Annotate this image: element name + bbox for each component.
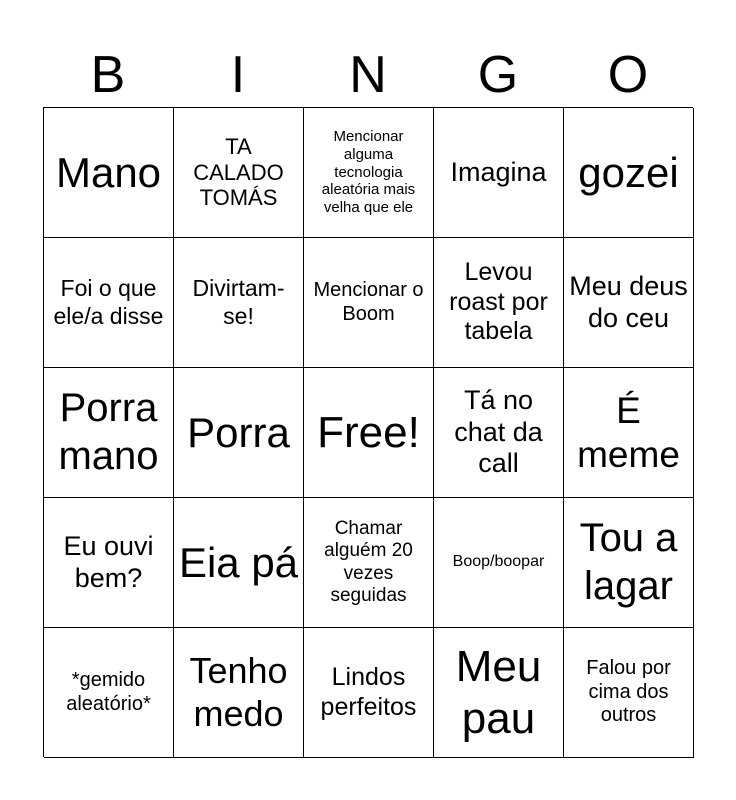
bingo-cell[interactable] xyxy=(304,498,434,628)
bingo-cell[interactable] xyxy=(304,238,434,368)
bingo-cell-text: Tou a lagar xyxy=(579,516,678,608)
bingo-cell[interactable] xyxy=(434,108,564,238)
header-letter-g: G xyxy=(477,46,519,104)
bingo-cell-text: Falou por cima dos outros xyxy=(586,657,671,727)
bingo-cell[interactable] xyxy=(44,628,174,758)
bingo-cell-text: Tenho medo xyxy=(189,650,288,734)
bingo-cell[interactable] xyxy=(174,368,304,498)
bingo-cell-text: *gemido aleatório* xyxy=(66,668,151,715)
bingo-header xyxy=(43,40,693,110)
bingo-cell-text: Divirtam-se! xyxy=(192,275,285,329)
bingo-cell[interactable] xyxy=(174,498,304,628)
bingo-cell-text: Meu pau xyxy=(455,641,542,743)
bingo-cell[interactable] xyxy=(564,628,694,758)
bingo-cell-text: Imagina xyxy=(450,156,547,187)
header-letter-i: I xyxy=(230,46,246,104)
bingo-cell[interactable] xyxy=(304,628,434,758)
bingo-cell-text: É meme xyxy=(577,389,680,475)
bingo-cell[interactable] xyxy=(174,628,304,758)
bingo-cell[interactable] xyxy=(44,108,174,238)
bingo-cell[interactable] xyxy=(304,368,434,498)
bingo-cell-text: Foi o que ele/a disse xyxy=(53,275,164,329)
header-letter-o: O xyxy=(607,46,649,104)
bingo-cell-text: gozei xyxy=(578,148,679,196)
bingo-cell[interactable] xyxy=(174,108,304,238)
bingo-cell-text: Free! xyxy=(317,407,420,457)
header-letter-n: N xyxy=(349,46,387,104)
bingo-cell-text: Eu ouvi bem? xyxy=(63,530,154,593)
bingo-cell-text: Tá no chat da call xyxy=(454,384,543,479)
bingo-cell-text: Chamar alguém 20 vezes seguidas xyxy=(324,517,413,606)
header-letter-b: B xyxy=(90,46,126,104)
bingo-cell[interactable] xyxy=(434,498,564,628)
bingo-cell-text: Mencionar o Boom xyxy=(313,278,424,325)
bingo-cell[interactable] xyxy=(434,238,564,368)
bingo-cell[interactable] xyxy=(564,238,694,368)
bingo-cell[interactable] xyxy=(304,108,434,238)
bingo-cell-text: Lindos perfeitos xyxy=(320,663,417,721)
bingo-cell[interactable] xyxy=(44,238,174,368)
bingo-cell[interactable] xyxy=(564,108,694,238)
bingo-cell-text: Eia pá xyxy=(178,538,299,586)
bingo-cell-text: TA CALADO TOMÁS xyxy=(193,133,284,211)
bingo-cell-text: Meu deus do ceu xyxy=(569,270,688,333)
bingo-cell[interactable] xyxy=(564,368,694,498)
bingo-cell[interactable] xyxy=(434,628,564,758)
bingo-cell-text: Levou roast por tabela xyxy=(449,258,548,346)
bingo-cell[interactable] xyxy=(44,498,174,628)
bingo-cell[interactable] xyxy=(174,238,304,368)
bingo-card xyxy=(43,107,693,757)
bingo-cell-text: Mano xyxy=(55,148,162,196)
bingo-cell[interactable] xyxy=(44,368,174,498)
bingo-cell[interactable] xyxy=(434,368,564,498)
bingo-cell-text: Boop/boopar xyxy=(452,553,545,571)
bingo-cell[interactable] xyxy=(564,498,694,628)
bingo-cell-text: Porra mano xyxy=(58,386,159,478)
bingo-cell-text: Mencionar alguma tecnologia aleatória mais velha que ele xyxy=(321,128,416,217)
bingo-cell-text: Porra xyxy=(187,408,290,456)
